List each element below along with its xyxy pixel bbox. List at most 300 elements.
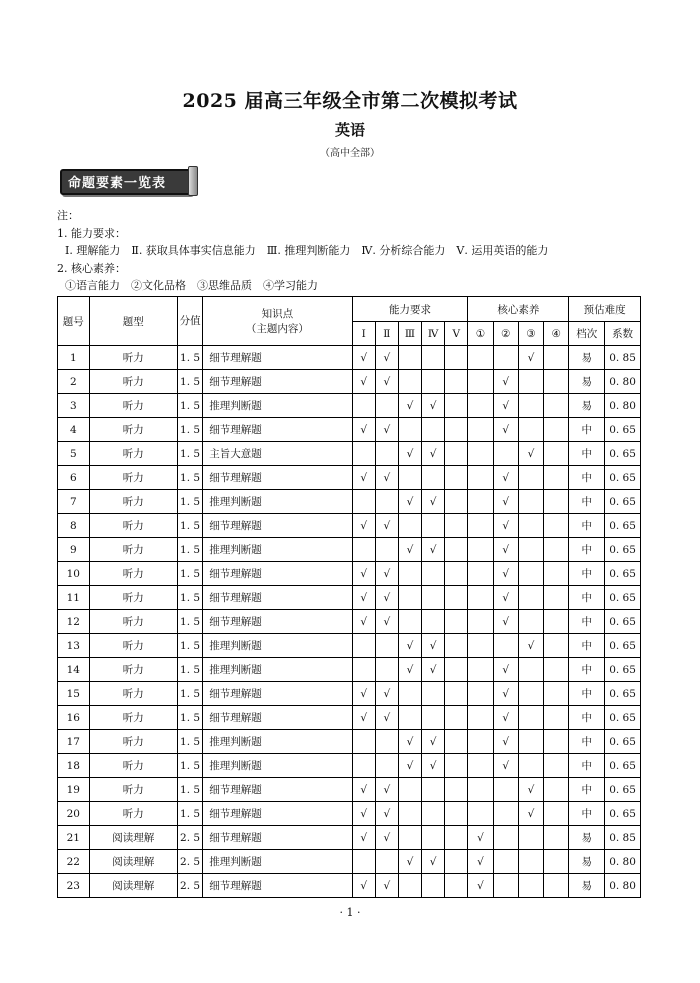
cell-score: 1. 5: [177, 514, 202, 538]
cell-core-check: [518, 730, 543, 754]
cell-ability-check: √: [352, 682, 375, 706]
ability-items: Ⅰ. 理解能力 Ⅱ. 获取具体事实信息能力 Ⅲ. 推理判断能力 Ⅳ. 分析综合能力 Ⅴ. 运用英语的能力: [65, 244, 549, 257]
cell-ability-check: √: [352, 778, 375, 802]
cell-coef: 0. 85: [605, 346, 641, 370]
header-core-col: ②: [493, 322, 518, 346]
cell-level: 中: [569, 634, 605, 658]
cell-ability-check: [422, 562, 445, 586]
cell-core-check: √: [493, 658, 518, 682]
cell-type: 听力: [89, 682, 177, 706]
cell-num: 5: [58, 442, 90, 466]
table-row: [58, 874, 641, 898]
cell-type: 听力: [89, 418, 177, 442]
cell-type: 听力: [89, 490, 177, 514]
cell-core-check: [468, 754, 493, 778]
table-row: [58, 682, 641, 706]
cell-type: 听力: [89, 802, 177, 826]
cell-core-check: [468, 418, 493, 442]
header-core-col: ④: [544, 322, 569, 346]
cell-ability-check: [445, 514, 468, 538]
cell-score: 1. 5: [177, 658, 202, 682]
cell-level: 中: [569, 802, 605, 826]
cell-core-check: √: [493, 682, 518, 706]
cell-ability-check: [375, 490, 398, 514]
cell-core-check: [518, 754, 543, 778]
cell-ability-check: √: [398, 754, 421, 778]
cell-ability-check: [422, 370, 445, 394]
cell-level: 中: [569, 514, 605, 538]
cell-coef: 0. 80: [605, 394, 641, 418]
header-core-col: ①: [468, 322, 493, 346]
cell-ability-check: [422, 778, 445, 802]
cell-core-check: [544, 538, 569, 562]
cell-level: 中: [569, 730, 605, 754]
cell-knowledge: 细节理解题: [203, 562, 352, 586]
cell-score: 1. 5: [177, 706, 202, 730]
table-row: [58, 514, 641, 538]
table-row: [58, 658, 641, 682]
cell-ability-check: [445, 874, 468, 898]
header-level: 档次: [569, 322, 605, 346]
cell-num: 20: [58, 802, 90, 826]
cell-level: 中: [569, 442, 605, 466]
cell-core-check: √: [493, 706, 518, 730]
cell-num: 14: [58, 658, 90, 682]
header-ability: 能力要求: [352, 297, 468, 322]
cell-num: 15: [58, 682, 90, 706]
cell-level: 中: [569, 658, 605, 682]
cell-level: 中: [569, 706, 605, 730]
cell-core-check: √: [468, 874, 493, 898]
cell-ability-check: [445, 826, 468, 850]
cell-score: 2. 5: [177, 850, 202, 874]
cell-ability-check: √: [352, 874, 375, 898]
cell-type: 听力: [89, 610, 177, 634]
cell-core-check: [493, 778, 518, 802]
cell-score: 1. 5: [177, 730, 202, 754]
section-banner: [60, 166, 196, 194]
cell-ability-check: √: [352, 346, 375, 370]
cell-score: 1. 5: [177, 682, 202, 706]
header-coef: 系数: [605, 322, 641, 346]
notes-lead: 注：: [57, 209, 79, 222]
cell-core-check: [518, 514, 543, 538]
cell-core-check: [544, 562, 569, 586]
cell-num: 19: [58, 778, 90, 802]
header-ability-col: Ⅴ: [445, 322, 468, 346]
cell-coef: 0. 65: [605, 538, 641, 562]
cell-ability-check: √: [398, 442, 421, 466]
cell-core-check: [468, 514, 493, 538]
cell-ability-check: [445, 562, 468, 586]
cell-core-check: [468, 778, 493, 802]
cell-num: 18: [58, 754, 90, 778]
cell-coef: 0. 65: [605, 490, 641, 514]
cell-ability-check: [445, 346, 468, 370]
cell-ability-check: [445, 730, 468, 754]
cell-ability-check: [445, 394, 468, 418]
cell-ability-check: √: [352, 826, 375, 850]
cell-ability-check: [445, 610, 468, 634]
cell-ability-check: [398, 418, 421, 442]
table-row: [58, 802, 641, 826]
cell-score: 1. 5: [177, 778, 202, 802]
cell-knowledge: 细节理解题: [203, 418, 352, 442]
cell-core-check: [468, 370, 493, 394]
ability-title: 1. 能力要求：: [57, 227, 126, 240]
table-row: [58, 442, 641, 466]
cell-type: 听力: [89, 394, 177, 418]
table-row: [58, 418, 641, 442]
cell-ability-check: √: [375, 514, 398, 538]
cell-type: 阅读理解: [89, 826, 177, 850]
cell-ability-check: √: [375, 874, 398, 898]
element-table: [57, 296, 641, 898]
cell-num: 7: [58, 490, 90, 514]
cell-knowledge: 细节理解题: [203, 778, 352, 802]
cell-ability-check: [375, 634, 398, 658]
cell-knowledge: 推理判断题: [203, 538, 352, 562]
cell-score: 1. 5: [177, 418, 202, 442]
cell-core-check: √: [493, 610, 518, 634]
cell-core-check: [544, 346, 569, 370]
cell-core-check: [518, 586, 543, 610]
cell-num: 9: [58, 538, 90, 562]
cell-ability-check: √: [422, 442, 445, 466]
cell-knowledge: 细节理解题: [203, 706, 352, 730]
cell-core-check: √: [493, 466, 518, 490]
cell-core-check: [493, 874, 518, 898]
cell-level: 中: [569, 562, 605, 586]
cell-ability-check: [422, 802, 445, 826]
cell-core-check: [544, 634, 569, 658]
cell-ability-check: √: [352, 370, 375, 394]
cell-core-check: [518, 682, 543, 706]
cell-coef: 0. 65: [605, 634, 641, 658]
cell-ability-check: [352, 442, 375, 466]
cell-num: 3: [58, 394, 90, 418]
cell-score: 1. 5: [177, 538, 202, 562]
banner-box: [60, 169, 192, 195]
cell-ability-check: [352, 394, 375, 418]
cell-core-check: [493, 826, 518, 850]
cell-core-check: √: [468, 850, 493, 874]
cell-core-check: √: [493, 490, 518, 514]
cell-coef: 0. 85: [605, 826, 641, 850]
table-row: [58, 778, 641, 802]
cell-score: 1. 5: [177, 346, 202, 370]
cell-ability-check: [352, 850, 375, 874]
cell-ability-check: [422, 418, 445, 442]
cell-knowledge: 推理判断题: [203, 634, 352, 658]
cell-level: 易: [569, 370, 605, 394]
cell-core-check: √: [493, 514, 518, 538]
cell-knowledge: 推理判断题: [203, 754, 352, 778]
header-ability-col: Ⅲ: [398, 322, 421, 346]
cell-ability-check: √: [422, 538, 445, 562]
cell-core-check: [518, 826, 543, 850]
cell-ability-check: √: [375, 370, 398, 394]
cell-coef: 0. 80: [605, 850, 641, 874]
cell-type: 听力: [89, 514, 177, 538]
table-row: [58, 562, 641, 586]
cell-core-check: [468, 562, 493, 586]
cell-ability-check: [445, 538, 468, 562]
cell-ability-check: [352, 490, 375, 514]
cell-core-check: √: [493, 538, 518, 562]
cell-ability-check: [375, 394, 398, 418]
cell-ability-check: [445, 706, 468, 730]
cell-score: 1. 5: [177, 586, 202, 610]
cell-num: 13: [58, 634, 90, 658]
cell-ability-check: [445, 490, 468, 514]
cell-ability-check: √: [352, 706, 375, 730]
cell-coef: 0. 65: [605, 754, 641, 778]
cell-num: 1: [58, 346, 90, 370]
cell-core-check: [544, 826, 569, 850]
cell-core-check: [468, 442, 493, 466]
cell-ability-check: √: [375, 562, 398, 586]
cell-core-check: [518, 538, 543, 562]
cell-core-check: √: [493, 394, 518, 418]
cell-core-check: [544, 802, 569, 826]
cell-knowledge: 细节理解题: [203, 370, 352, 394]
cell-core-check: [518, 658, 543, 682]
header-type: 题型: [89, 297, 177, 346]
cell-ability-check: [445, 658, 468, 682]
cell-ability-check: [398, 706, 421, 730]
table-row: [58, 490, 641, 514]
cell-core-check: [493, 634, 518, 658]
cell-ability-check: [375, 442, 398, 466]
cell-ability-check: √: [398, 658, 421, 682]
header-ability-col: Ⅱ: [375, 322, 398, 346]
cell-level: 中: [569, 610, 605, 634]
cell-core-check: √: [493, 418, 518, 442]
cell-coef: 0. 65: [605, 466, 641, 490]
cell-ability-check: [398, 586, 421, 610]
cell-core-check: [493, 850, 518, 874]
cell-ability-check: √: [422, 634, 445, 658]
cell-coef: 0. 65: [605, 706, 641, 730]
cell-ability-check: [398, 562, 421, 586]
cell-score: 1. 5: [177, 490, 202, 514]
cell-core-check: [518, 394, 543, 418]
cell-score: 1. 5: [177, 562, 202, 586]
cell-type: 听力: [89, 346, 177, 370]
banner-label: 命题要素一览表: [68, 176, 167, 191]
cell-core-check: [518, 874, 543, 898]
cell-ability-check: [352, 658, 375, 682]
cell-ability-check: [422, 610, 445, 634]
cell-knowledge: 推理判断题: [203, 850, 352, 874]
cell-ability-check: √: [398, 850, 421, 874]
cell-coef: 0. 65: [605, 682, 641, 706]
cell-ability-check: √: [422, 730, 445, 754]
cell-ability-check: [398, 346, 421, 370]
cell-num: 22: [58, 850, 90, 874]
cell-knowledge: 细节理解题: [203, 466, 352, 490]
table-row: [58, 394, 641, 418]
core-title: 2. 核心素养：: [57, 262, 126, 275]
core-items: ①语言能力 ②文化品格 ③思维品质 ④学习能力: [65, 279, 318, 292]
cell-ability-check: √: [352, 562, 375, 586]
cell-ability-check: [445, 442, 468, 466]
cell-core-check: √: [518, 778, 543, 802]
cell-knowledge: 细节理解题: [203, 682, 352, 706]
cell-ability-check: √: [375, 706, 398, 730]
cell-ability-check: √: [375, 466, 398, 490]
cell-core-check: [493, 802, 518, 826]
cell-type: 听力: [89, 562, 177, 586]
cell-knowledge: 主旨大意题: [203, 442, 352, 466]
table-row: [58, 370, 641, 394]
cell-ability-check: [445, 586, 468, 610]
cell-knowledge: 细节理解题: [203, 610, 352, 634]
table-row: [58, 634, 641, 658]
cell-level: 中: [569, 754, 605, 778]
cell-ability-check: [445, 778, 468, 802]
cell-score: 1. 5: [177, 634, 202, 658]
cell-num: 4: [58, 418, 90, 442]
cell-ability-check: √: [422, 754, 445, 778]
cell-core-check: [544, 514, 569, 538]
cell-ability-check: [398, 514, 421, 538]
cell-core-check: [468, 682, 493, 706]
cell-ability-check: [445, 370, 468, 394]
cell-type: 听力: [89, 754, 177, 778]
cell-ability-check: √: [375, 586, 398, 610]
cell-ability-check: [445, 682, 468, 706]
cell-core-check: [544, 418, 569, 442]
page-number: · 1 ·: [339, 906, 361, 919]
table-row: [58, 538, 641, 562]
cell-ability-check: [422, 826, 445, 850]
cell-level: 易: [569, 874, 605, 898]
cell-core-check: [468, 802, 493, 826]
cell-ability-check: √: [422, 850, 445, 874]
table-row: [58, 610, 641, 634]
cell-core-check: [544, 490, 569, 514]
cell-level: 易: [569, 346, 605, 370]
cell-knowledge: 推理判断题: [203, 730, 352, 754]
cell-core-check: √: [518, 442, 543, 466]
cell-knowledge: 细节理解题: [203, 802, 352, 826]
cell-type: 听力: [89, 730, 177, 754]
cell-coef: 0. 65: [605, 658, 641, 682]
header-core: 核心素养: [468, 297, 569, 322]
cell-core-check: [544, 682, 569, 706]
cell-core-check: [544, 658, 569, 682]
cell-num: 17: [58, 730, 90, 754]
cell-ability-check: [422, 466, 445, 490]
cell-core-check: [544, 730, 569, 754]
cell-ability-check: √: [398, 490, 421, 514]
cell-score: 1. 5: [177, 610, 202, 634]
cell-num: 2: [58, 370, 90, 394]
table-row: [58, 586, 641, 610]
cell-ability-check: [445, 418, 468, 442]
cell-core-check: [544, 754, 569, 778]
cell-knowledge: 推理判断题: [203, 490, 352, 514]
cell-coef: 0. 65: [605, 442, 641, 466]
cell-ability-check: [422, 874, 445, 898]
cell-ability-check: [375, 538, 398, 562]
cell-type: 阅读理解: [89, 874, 177, 898]
cell-type: 听力: [89, 538, 177, 562]
cell-core-check: √: [518, 802, 543, 826]
cell-core-check: [518, 562, 543, 586]
cell-ability-check: [398, 874, 421, 898]
cell-ability-check: √: [422, 658, 445, 682]
cell-knowledge: 细节理解题: [203, 346, 352, 370]
cell-ability-check: [398, 778, 421, 802]
cell-core-check: [544, 586, 569, 610]
cell-ability-check: √: [352, 418, 375, 442]
cell-score: 1. 5: [177, 442, 202, 466]
cell-core-check: [518, 370, 543, 394]
cell-ability-check: √: [352, 586, 375, 610]
cell-ability-check: [375, 754, 398, 778]
cell-ability-check: [422, 586, 445, 610]
cell-coef: 0. 65: [605, 586, 641, 610]
cell-core-check: [518, 610, 543, 634]
cell-ability-check: [445, 850, 468, 874]
table-row: [58, 826, 641, 850]
cell-core-check: [493, 442, 518, 466]
cell-type: 听力: [89, 778, 177, 802]
cell-ability-check: [398, 610, 421, 634]
cell-ability-check: √: [375, 826, 398, 850]
cell-level: 中: [569, 586, 605, 610]
cell-ability-check: √: [375, 802, 398, 826]
cell-ability-check: √: [375, 778, 398, 802]
cell-core-check: [468, 346, 493, 370]
header-num: 题号: [58, 297, 90, 346]
banner-scroll-icon: [188, 166, 198, 196]
cell-score: 2. 5: [177, 874, 202, 898]
cell-coef: 0. 65: [605, 562, 641, 586]
cell-ability-check: √: [398, 730, 421, 754]
cell-level: 中: [569, 490, 605, 514]
cell-num: 12: [58, 610, 90, 634]
cell-level: 中: [569, 538, 605, 562]
cell-type: 听力: [89, 370, 177, 394]
table-row: [58, 850, 641, 874]
cell-core-check: [468, 634, 493, 658]
cell-type: 听力: [89, 658, 177, 682]
cell-ability-check: √: [375, 346, 398, 370]
cell-ability-check: [445, 634, 468, 658]
cell-core-check: [544, 442, 569, 466]
cell-core-check: √: [493, 370, 518, 394]
cell-ability-check: √: [352, 514, 375, 538]
cell-core-check: [544, 370, 569, 394]
cell-score: 1. 5: [177, 394, 202, 418]
cell-ability-check: [445, 466, 468, 490]
cell-ability-check: √: [398, 538, 421, 562]
cell-ability-check: √: [352, 610, 375, 634]
cell-num: 6: [58, 466, 90, 490]
cell-ability-check: √: [375, 418, 398, 442]
cell-ability-check: [398, 682, 421, 706]
cell-score: 1. 5: [177, 466, 202, 490]
cell-score: 1. 5: [177, 370, 202, 394]
cell-ability-check: √: [352, 466, 375, 490]
cell-score: 1. 5: [177, 802, 202, 826]
cell-coef: 0. 65: [605, 778, 641, 802]
cell-level: 中: [569, 466, 605, 490]
